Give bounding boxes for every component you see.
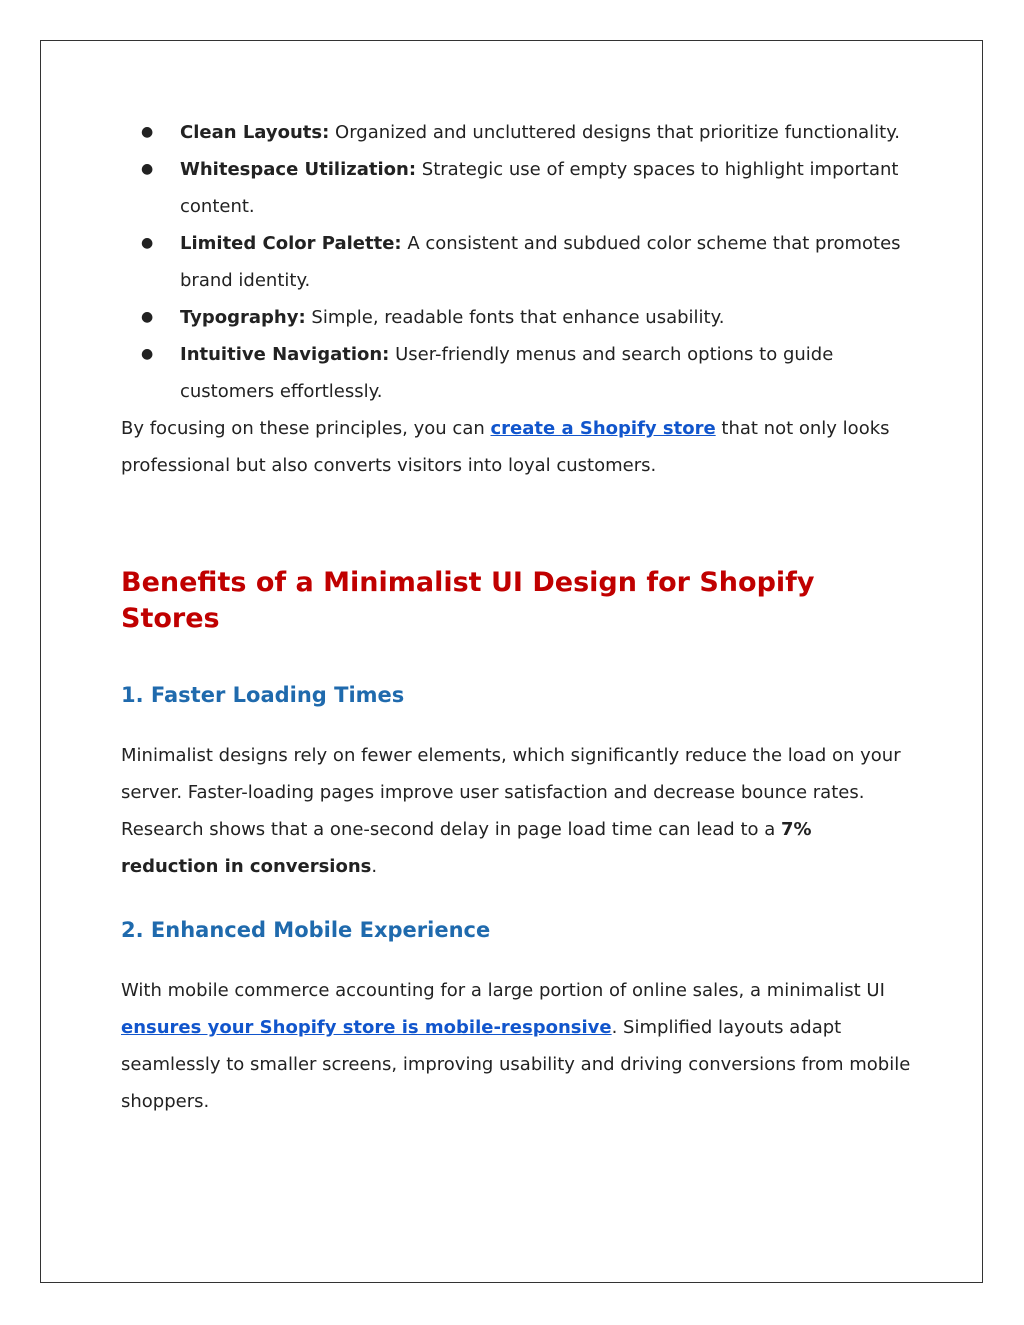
highlighted-stat: 7% reduction in conversions xyxy=(121,819,812,877)
paragraph-text: Minimalist designs rely on fewer elements, which significantly reduce the load on your server. Faster-loading pages improve user satisfaction and decrease bounce rates. Research shows that a one-second delay in page load time can lead to a xyxy=(121,745,901,840)
subheading-mobile-experience: 2. Enhanced Mobile Experience xyxy=(121,918,491,942)
subheading-faster-loading: 1. Faster Loading Times xyxy=(121,683,405,707)
paragraph-text-end: . Simplified layouts adapt seamlessly to smaller screens, improving usability and driving conversions from mobile shoppers. xyxy=(121,1017,911,1112)
paragraph-text: With mobile commerce accounting for a large portion of online sales, a minimalist UI xyxy=(121,980,885,1001)
list-item-term: Clean Layouts: xyxy=(180,122,330,143)
bullet-icon: ● xyxy=(141,124,154,140)
list-item-term: Whitespace Utilization: xyxy=(180,159,417,180)
intro-text-before: By focusing on these principles, you can xyxy=(121,418,491,439)
list-item xyxy=(121,336,911,410)
bullet-icon: ● xyxy=(141,346,154,362)
document-content xyxy=(121,114,911,1120)
list-item xyxy=(121,114,911,151)
intro-paragraph xyxy=(121,410,911,484)
bullet-icon: ● xyxy=(141,309,154,325)
list-item-text: Organized and uncluttered designs that prioritize functionality. xyxy=(329,122,901,143)
list-item-text: Strategic use of empty spaces to highlight important content. xyxy=(180,159,899,217)
list-item-term: Limited Color Palette: xyxy=(180,233,402,254)
mobile-responsive-link[interactable]: ensures your Shopify store is mobile-responsive xyxy=(121,1017,612,1038)
intro-text-after: that not only looks professional but also converts visitors into loyal customers. xyxy=(121,418,890,476)
list-item xyxy=(121,299,911,336)
list-item-text: A consistent and subdued color scheme that promotes brand identity. xyxy=(180,233,901,291)
list-item-text: User-friendly menus and search options to guide customers effortlessly. xyxy=(180,344,834,402)
list-item-text: Simple, readable fonts that enhance usability. xyxy=(305,307,725,328)
list-item-term: Typography: xyxy=(180,307,306,328)
section-heading: Benefits of a Minimalist UI Design for Shopify Stores xyxy=(121,567,815,634)
paragraph-text-end: . xyxy=(371,856,378,877)
list-item xyxy=(121,225,911,299)
mobile-experience-paragraph xyxy=(121,972,911,1120)
create-shopify-store-link[interactable]: create a Shopify store xyxy=(490,418,716,439)
list-item-term: Intuitive Navigation: xyxy=(180,344,390,365)
bullet-icon: ● xyxy=(141,235,154,251)
faster-loading-paragraph xyxy=(121,737,911,885)
list-item xyxy=(121,151,911,225)
principles-list xyxy=(121,114,911,410)
bullet-icon: ● xyxy=(141,161,154,177)
